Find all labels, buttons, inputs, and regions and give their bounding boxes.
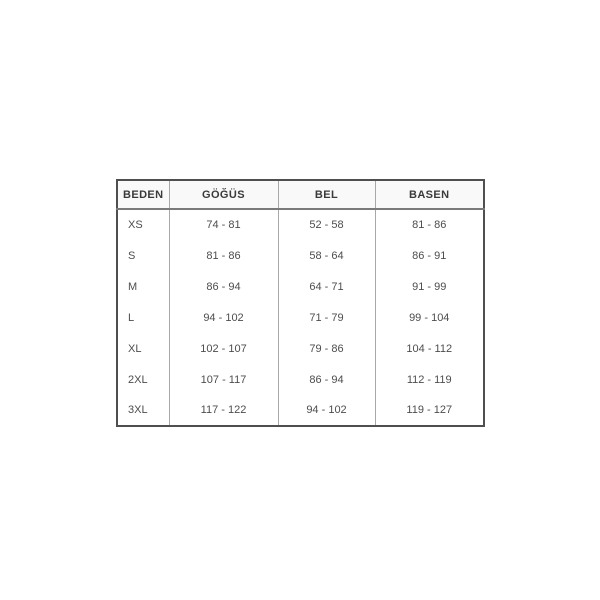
bel-value: 58 - 64 (278, 240, 375, 271)
basen-value: 86 - 91 (412, 249, 447, 262)
basen-value: 99 - 104 (409, 311, 450, 324)
size-label: M (117, 271, 169, 302)
basen-value: 81 - 86 (412, 219, 447, 231)
size-label: L (117, 302, 169, 333)
table-row-xs (117, 209, 484, 240)
table-row-m (117, 271, 484, 302)
basen-value: 91 - 99 (412, 280, 447, 293)
gogus-value: 74 - 81 (169, 209, 278, 240)
gogus-value: 94 - 102 (169, 302, 278, 333)
header-row (117, 180, 484, 209)
table-row-3xl (117, 395, 484, 426)
column-header-basen: BASEN (375, 180, 484, 209)
gogus-value: 102 - 107 (169, 333, 278, 364)
basen-value: 112 - 119 (406, 373, 452, 386)
gogus-value: 107 - 117 (169, 364, 278, 395)
gogus-value: 81 - 86 (169, 240, 278, 271)
size-chart-table (116, 179, 485, 427)
basen-value: 119 - 127 (406, 404, 453, 416)
column-header-gogus: GÖĞÜS (169, 180, 278, 209)
basen-value: 104 - 112 (406, 342, 453, 355)
gogus-value: 86 - 94 (169, 271, 278, 302)
bel-value: 94 - 102 (278, 395, 375, 426)
bel-value: 64 - 71 (278, 271, 375, 302)
column-header-bel: BEL (278, 180, 375, 209)
size-label: 2XL (117, 364, 169, 395)
table-row-xl (117, 333, 484, 364)
gogus-value: 117 - 122 (169, 395, 278, 426)
bel-value: 79 - 86 (278, 333, 375, 364)
bel-value: 52 - 58 (278, 209, 375, 240)
table-row-2xl (117, 364, 484, 395)
size-label: XL (117, 333, 169, 364)
column-header-beden: BEDEN (117, 180, 169, 209)
bel-value: 86 - 94 (278, 364, 375, 395)
size-label: S (117, 240, 169, 271)
size-label: XS (117, 209, 169, 240)
size-label: 3XL (117, 395, 169, 426)
bel-value: 71 - 79 (278, 302, 375, 333)
table-row-l (117, 302, 484, 333)
table-row-s (117, 240, 484, 271)
